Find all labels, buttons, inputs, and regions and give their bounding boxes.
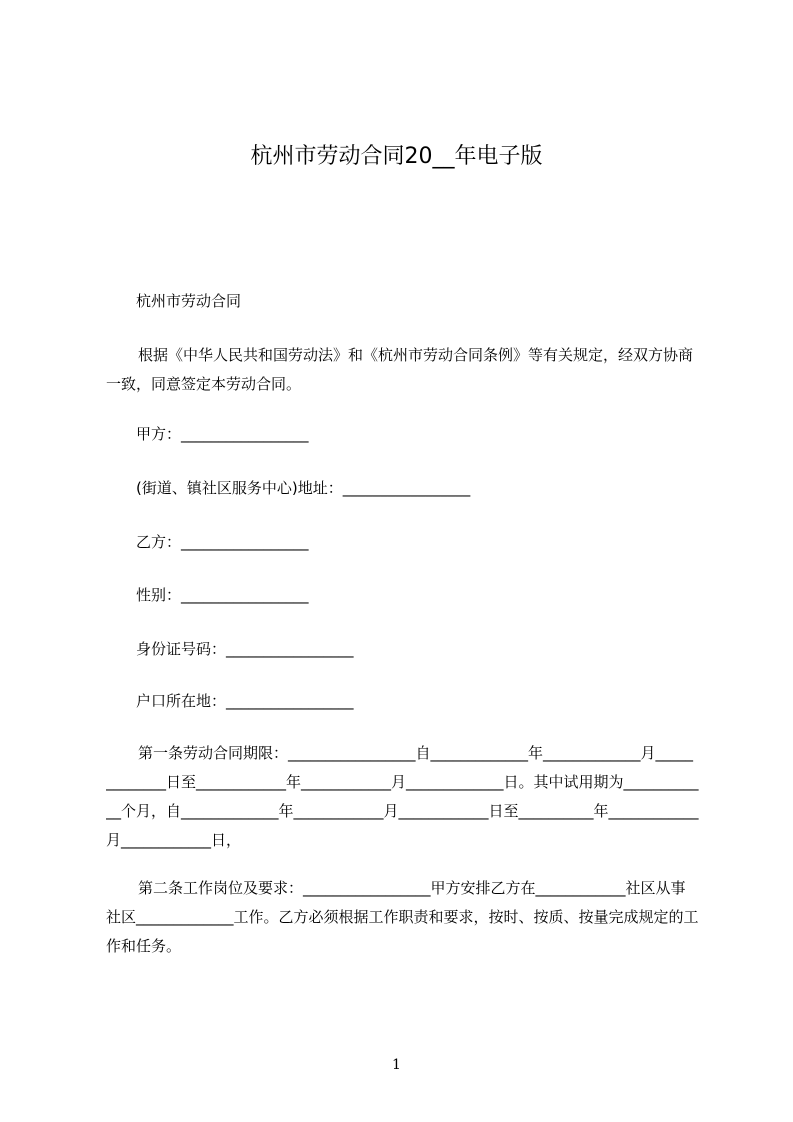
page-number: 1	[392, 1057, 401, 1073]
article-1-contract-term: 第一条劳动合同期限：_________________自_____________年_____________月_____________日至____________年____________月_____________日。其中试用期为____________个月，自_____________年____________月____________日至__________年____________月____________日，	[106, 744, 699, 849]
gender-field: 性别：_________________	[136, 586, 309, 604]
id-number-field: 身份证号码：_________________	[136, 640, 354, 658]
address-field: (街道、镇社区服务中心)地址：_________________	[136, 479, 471, 497]
page-title: 杭州市劳动合同20__年电子版	[250, 144, 543, 169]
household-field: 户口所在地：_________________	[136, 692, 354, 710]
party-a-field: 甲方：_________________	[136, 425, 309, 443]
preamble-paragraph: 根据《中华人民共和国劳动法》和《杭州市劳动合同条例》等有关规定，经双方协商一致，同意签定本劳动合同。	[106, 346, 694, 393]
article-2-job-requirements: 第二条工作岗位及要求：_________________甲方安排乙方在____________社区从事社区_____________工作。乙方必须根据工作职责和要求，按时、按质、按量完成规定的工作和任务。	[106, 879, 699, 955]
party-b-field: 乙方：_________________	[136, 533, 309, 551]
contract-subtitle: 杭州市劳动合同	[136, 292, 242, 310]
